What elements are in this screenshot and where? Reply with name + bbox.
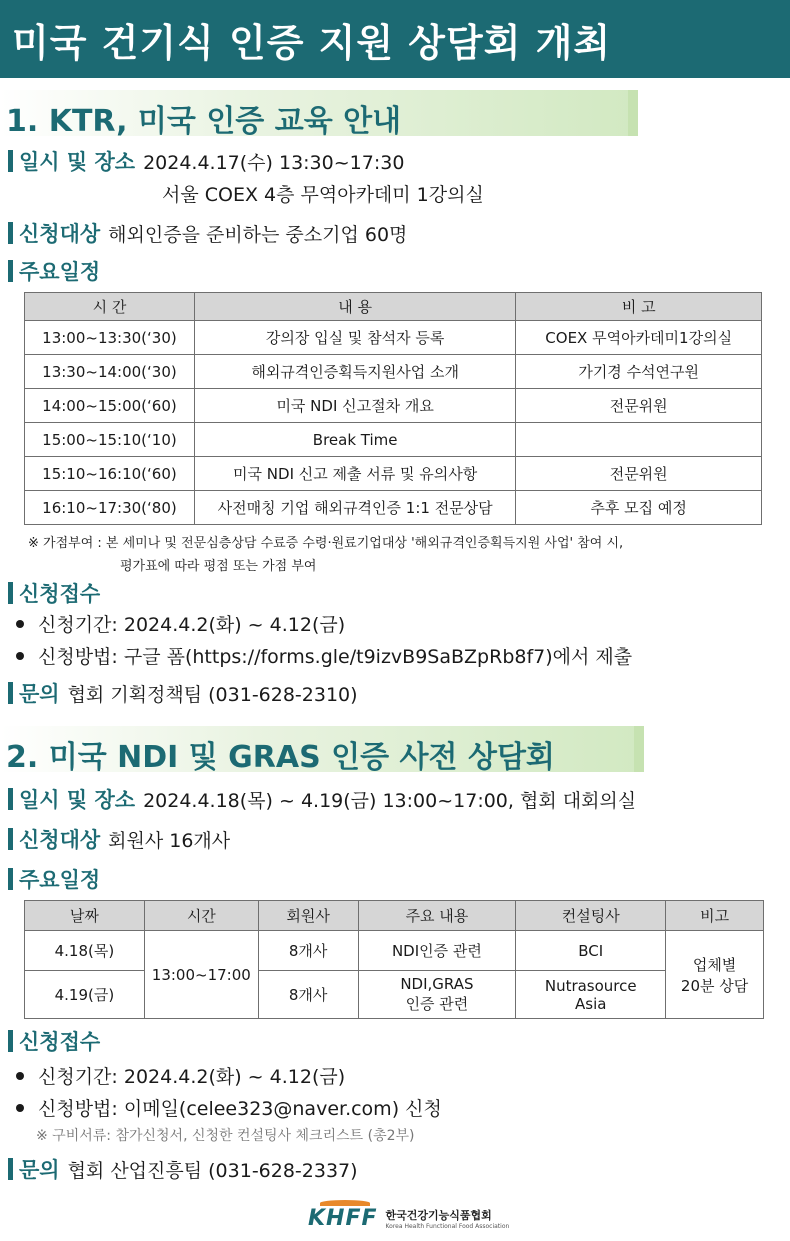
table-row [25, 423, 762, 457]
table-header-note: 비 고 [516, 293, 762, 321]
table-cell-content: 미국 NDI 신고 제출 서류 및 유의사항 [194, 457, 515, 491]
table-cell-note: COEX 무역아카데미1강의실 [516, 321, 762, 355]
section1-datetime-value: 2024.4.17(수) 13:30~17:30 [143, 152, 405, 174]
table-cell-time: 14:00~15:00(‘60) [25, 389, 195, 423]
section2-apply-period-text: 신청기간: 2024.4.2(화) ~ 4.12(금) [38, 1066, 346, 1088]
table-header-time: 시간 [144, 901, 258, 931]
bullet-icon [16, 1104, 24, 1112]
note-line2: 20분 상담 [680, 976, 749, 995]
title-banner [0, 0, 790, 78]
table-cell-time: 13:00~17:00 [144, 931, 258, 1019]
section1-apply-method [16, 642, 632, 669]
table-cell-content: NDI인증 관련 [358, 931, 516, 971]
section1-datetime-label: 일시 및 장소 [19, 150, 136, 174]
section2-apply-row [8, 1026, 108, 1056]
table-row [25, 321, 762, 355]
logo-mark: KHFF [308, 1206, 378, 1231]
section2-contact-label: 문의 [19, 1158, 60, 1182]
table-cell-note: 전문위원 [516, 389, 762, 423]
section2-target-value: 회원사 16개사 [108, 830, 231, 852]
label-bar-icon [8, 582, 13, 604]
section2-contact-row [8, 1154, 358, 1184]
section2-apply-method-text: 신청방법: 이메일(celee323@naver.com) 신청 [38, 1098, 442, 1120]
label-bar-icon [8, 1030, 13, 1052]
table-cell-content: 강의장 입실 및 참석자 등록 [194, 321, 515, 355]
consultant-line2: Asia [575, 994, 607, 1013]
section1-footnote-line1: ※ 가점부여 : 본 세미나 및 전문심층상담 수료증 수령·원료기업대상 '해외규격인증획득지원 사업' 참여 시, [28, 536, 624, 551]
table-header-content: 주요 내용 [358, 901, 516, 931]
section1-contact-row [8, 678, 358, 708]
table-header-content: 내 용 [194, 293, 515, 321]
note-line1: 업체별 [692, 955, 737, 974]
section2-docs-note: ※ 구비서류: 참가신청서, 신청한 컨설팅사 체크리스트 (총2부) [36, 1128, 415, 1144]
table-cell-time: 16:10~17:30(‘80) [25, 491, 195, 525]
label-bar-icon [8, 222, 13, 244]
section1-target-value: 해외인증을 준비하는 중소기업 60명 [108, 224, 408, 246]
table-header-note: 비고 [666, 901, 764, 931]
table-cell-note: 전문위원 [516, 457, 762, 491]
table-cell-content: Break Time [194, 423, 515, 457]
table-row [25, 971, 764, 1019]
table-header-members: 회원사 [258, 901, 358, 931]
page-title: 미국 건기식 인증 지원 상담회 개최 [12, 21, 612, 65]
logo-korean-name: 한국건강기능식품협회 [385, 1209, 492, 1222]
section2-apply-label: 신청접수 [19, 1030, 101, 1054]
section1-schedule-table [24, 292, 762, 525]
table-cell-content [358, 971, 516, 1019]
section2-schedule-label: 주요일정 [19, 868, 101, 892]
table-row [25, 931, 764, 971]
section2-heading: 2. 미국 NDI 및 GRAS 인증 사전 상담회 [6, 740, 555, 775]
section2-datetime-value: 2024.4.18(목) ~ 4.19(금) 13:00~17:00, 협회 대회의실 [143, 790, 637, 812]
bullet-icon [16, 620, 24, 628]
table-cell-content: 사전매칭 기업 해외규격인증 1:1 전문상담 [194, 491, 515, 525]
table-cell-time: 15:00~15:10(‘10) [25, 423, 195, 457]
content-line1: NDI,GRAS [400, 975, 474, 993]
table-row [25, 457, 762, 491]
section1-heading-bar [0, 90, 634, 139]
content-line2: 인증 관련 [405, 995, 469, 1013]
section2-schedule-row [8, 864, 108, 894]
bullet-icon [16, 1072, 24, 1080]
section1-datetime-row [8, 146, 404, 176]
section2-target-row [8, 824, 230, 854]
table-cell-note [666, 931, 764, 1019]
section1-contact-label: 문의 [19, 682, 60, 706]
khff-logo [308, 1206, 509, 1231]
label-bar-icon [8, 868, 13, 890]
table-cell-content: 해외규격인증획득지원사업 소개 [194, 355, 515, 389]
section2-target-label: 신청대상 [19, 828, 101, 852]
label-bar-icon [8, 682, 13, 704]
table-header-date: 날짜 [25, 901, 145, 931]
section2-contact-value: 협회 산업진흥팀 (031-628-2337) [67, 1160, 358, 1182]
table-row [25, 389, 762, 423]
table-cell-note: 추후 모집 예정 [516, 491, 762, 525]
section1-apply-method-text: 신청방법: 구글 폼(https://forms.gle/t9izvB9SaBZpRb8f7)에서 제출 [38, 646, 633, 668]
table-cell-consultant [516, 971, 666, 1019]
label-bar-icon [8, 788, 13, 810]
table-cell-time: 13:30~14:00(‘30) [25, 355, 195, 389]
table-cell-note: 가기경 수석연구원 [516, 355, 762, 389]
section2-apply-method [16, 1094, 442, 1121]
table-cell-content: 미국 NDI 신고절차 개요 [194, 389, 515, 423]
table-header-consultant: 컨설팅사 [516, 901, 666, 931]
table-cell-date: 4.18(목) [25, 931, 145, 971]
section1-apply-period-text: 신청기간: 2024.4.2(화) ~ 4.12(금) [38, 614, 346, 636]
section2-apply-period [16, 1062, 345, 1089]
section1-apply-label: 신청접수 [19, 582, 101, 606]
label-bar-icon [8, 828, 13, 850]
table-header-time: 시 간 [25, 293, 195, 321]
section2-datetime-label: 일시 및 장소 [19, 788, 136, 812]
table-cell-time: 15:10~16:10(‘60) [25, 457, 195, 491]
section1-apply-row [8, 578, 108, 608]
section1-place-value: 서울 COEX 4층 무역아카데미 1강의실 [162, 184, 484, 206]
section1-target-row [8, 218, 407, 248]
table-cell-note [516, 423, 762, 457]
label-bar-icon [8, 260, 13, 282]
table-row [25, 491, 762, 525]
consultant-line1: Nutrasource [544, 976, 637, 995]
section2-schedule-table [24, 900, 764, 1019]
section2-heading-bar [0, 726, 640, 775]
table-cell-members: 8개사 [258, 931, 358, 971]
table-cell-time: 13:00~13:30(‘30) [25, 321, 195, 355]
section1-schedule-row [8, 256, 108, 286]
table-cell-consultant: BCI [516, 931, 666, 971]
table-row [25, 355, 762, 389]
section1-footnote-line2: 평가표에 따라 평점 또는 가점 부여 [120, 559, 317, 574]
section1-apply-period [16, 610, 345, 637]
logo-english-name: Korea Health Functional Food Association [385, 1223, 510, 1230]
label-bar-icon [8, 1158, 13, 1180]
table-cell-members: 8개사 [258, 971, 358, 1019]
section1-schedule-label: 주요일정 [19, 260, 101, 284]
logo-text [386, 1207, 510, 1230]
section2-datetime-row [8, 784, 636, 814]
section1-heading: 1. KTR, 미국 인증 교육 안내 [6, 104, 402, 139]
label-bar-icon [8, 150, 13, 172]
bullet-icon [16, 652, 24, 660]
section1-contact-value: 협회 기획정책팀 (031-628-2310) [67, 684, 358, 706]
section1-target-label: 신청대상 [19, 222, 101, 246]
table-cell-date: 4.19(금) [25, 971, 145, 1019]
